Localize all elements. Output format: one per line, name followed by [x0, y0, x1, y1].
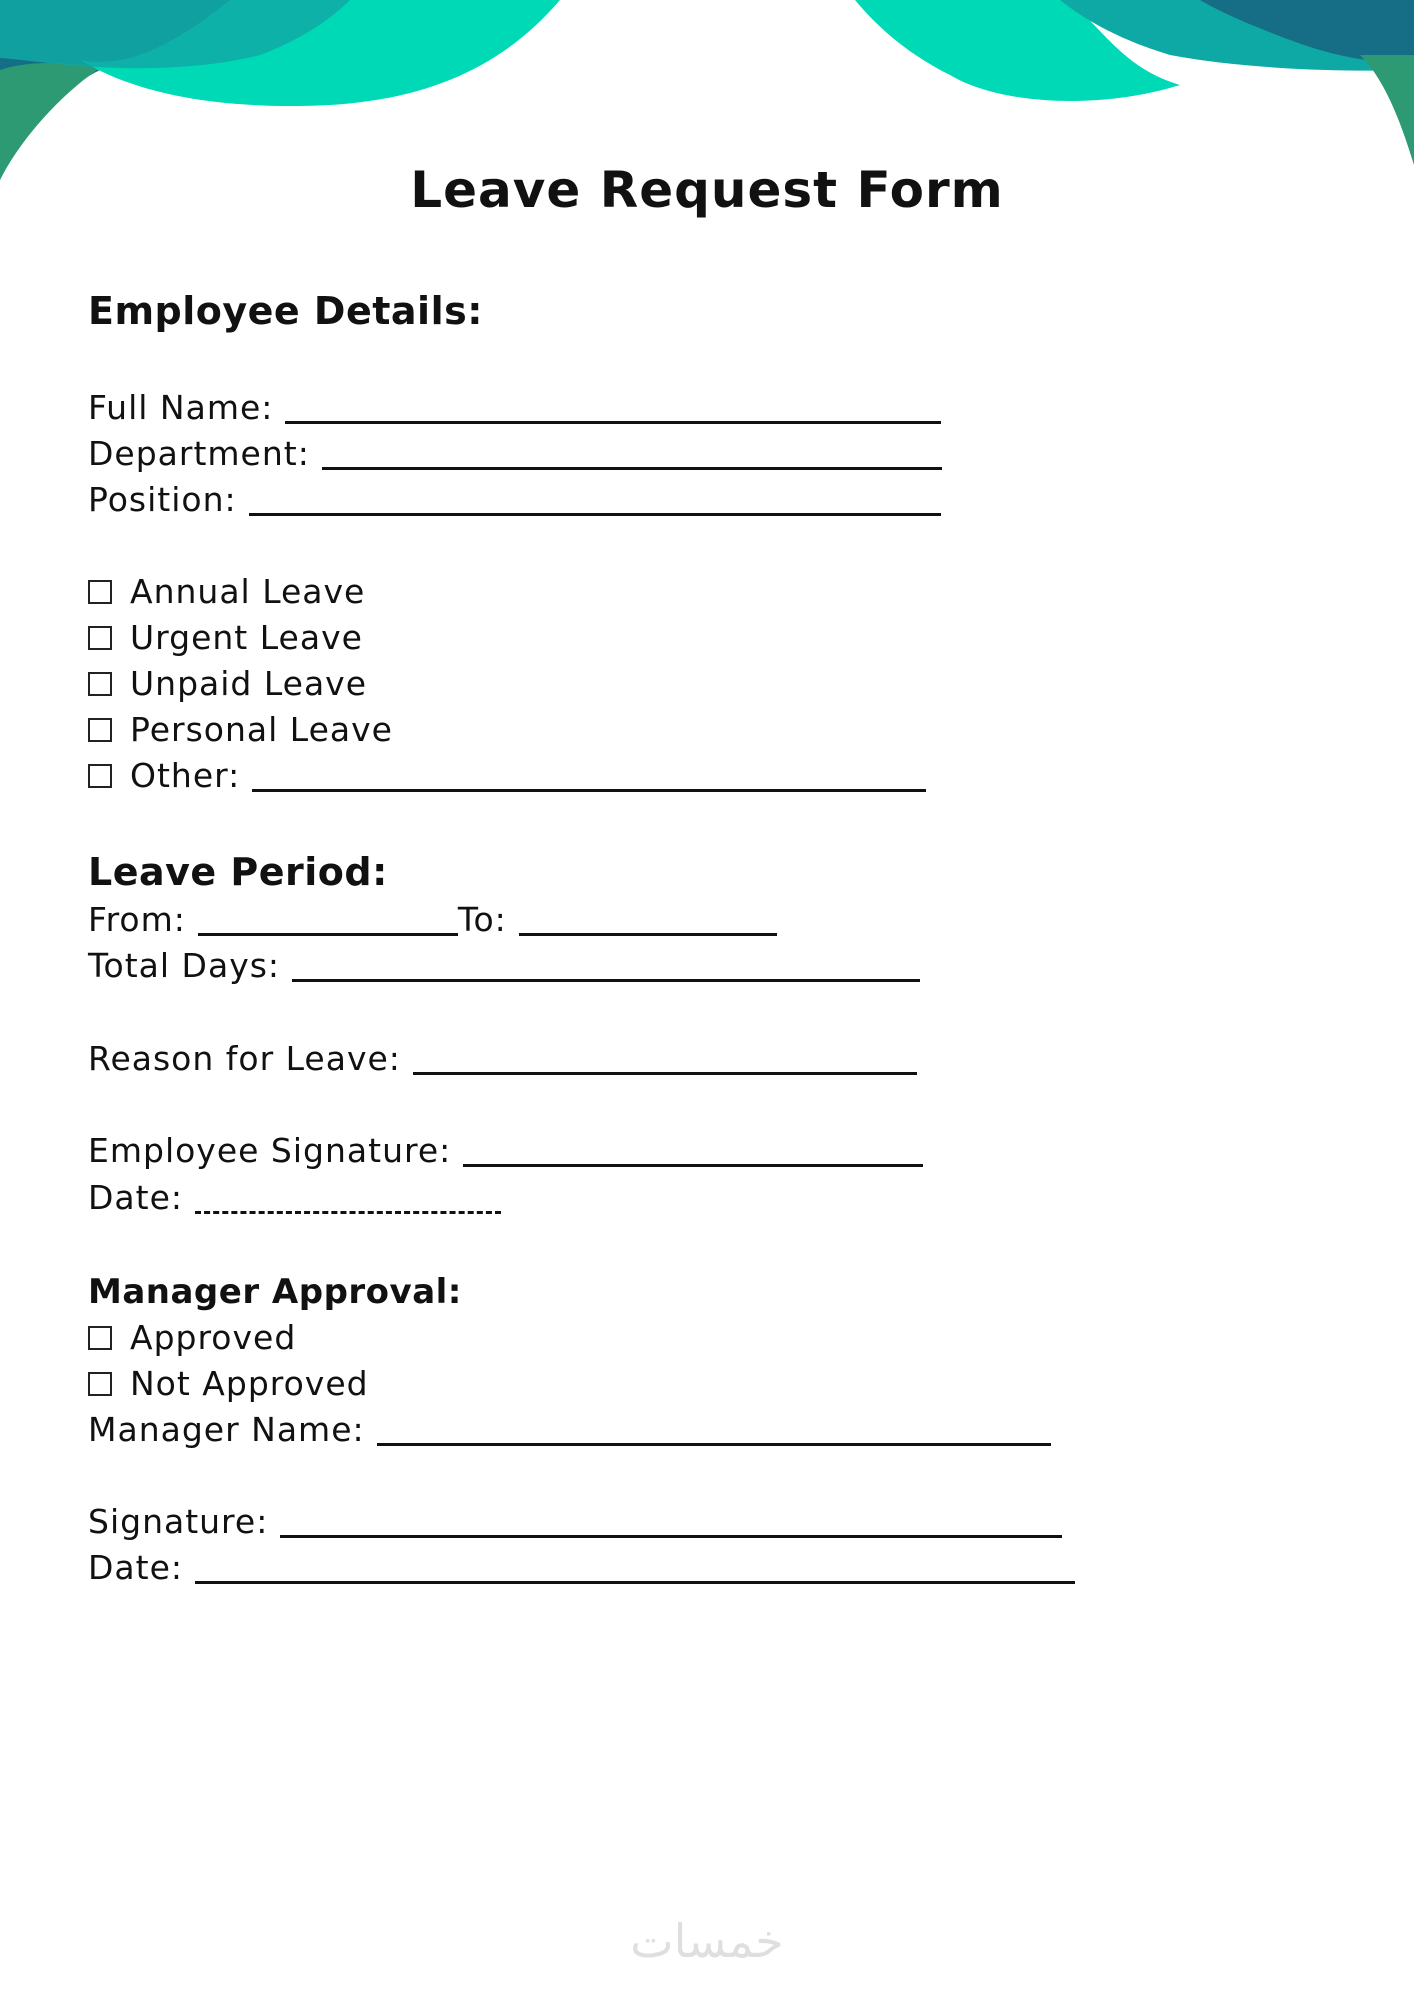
reason-row: [88, 1035, 917, 1081]
employee-signature-row: [88, 1127, 923, 1173]
employee-date-field[interactable]: [195, 1181, 501, 1214]
reason-field[interactable]: [413, 1042, 917, 1075]
personal-leave-checkbox[interactable]: [88, 718, 112, 742]
personal-leave-label: Personal Leave: [130, 710, 393, 749]
watermark-text: خمسات: [630, 1914, 784, 1968]
reason-label: Reason for Leave:: [88, 1039, 401, 1078]
leave-type-other[interactable]: [88, 752, 926, 798]
annual-leave-checkbox[interactable]: [88, 580, 112, 604]
form-title: Leave Request Form: [410, 161, 1004, 219]
manager-signature-row: [88, 1498, 1062, 1544]
total-days-label: Total Days:: [88, 946, 281, 985]
total-days-field[interactable]: [292, 949, 920, 982]
employee-signature-field[interactable]: [463, 1134, 923, 1167]
leave-period-row: [88, 896, 777, 942]
manager-date-label: Date:: [88, 1548, 183, 1587]
annual-leave-label: Annual Leave: [130, 572, 366, 611]
position-field[interactable]: [249, 483, 941, 516]
manager-date-field[interactable]: [195, 1551, 1075, 1584]
manager-signature-field[interactable]: [280, 1505, 1062, 1538]
manager-name-label: Manager Name:: [88, 1410, 365, 1449]
manager-name-field[interactable]: [377, 1413, 1051, 1446]
leave-type-unpaid[interactable]: [88, 660, 367, 706]
to-date-field[interactable]: [519, 903, 777, 936]
other-leave-checkbox[interactable]: [88, 764, 112, 788]
right-wave-edge: [1360, 55, 1414, 165]
urgent-leave-checkbox[interactable]: [88, 626, 112, 650]
manager-signature-label: Signature:: [88, 1502, 269, 1541]
employee-details-heading: Employee Details:: [88, 289, 483, 333]
manager-approval-heading: Manager Approval:: [88, 1272, 462, 1312]
full-name-row: [88, 384, 941, 430]
manager-date-row: [88, 1544, 1075, 1590]
total-days-row: [88, 942, 920, 988]
not-approved-checkbox[interactable]: [88, 1372, 112, 1396]
from-date-field[interactable]: [198, 903, 458, 936]
leave-type-personal[interactable]: [88, 706, 393, 752]
employee-date-row: [88, 1174, 501, 1220]
not-approved-option[interactable]: [88, 1360, 369, 1406]
leave-type-urgent[interactable]: [88, 614, 363, 660]
from-label: From:: [88, 900, 186, 939]
unpaid-leave-checkbox[interactable]: [88, 672, 112, 696]
department-field[interactable]: [322, 437, 942, 470]
employee-signature-label: Employee Signature:: [88, 1131, 452, 1170]
unpaid-leave-label: Unpaid Leave: [130, 664, 368, 703]
approved-label: Approved: [130, 1318, 297, 1357]
urgent-leave-label: Urgent Leave: [130, 618, 363, 657]
other-leave-label: Other:: [130, 756, 241, 795]
approved-option[interactable]: [88, 1314, 296, 1360]
department-row: [88, 430, 942, 476]
khamsat-logo-icon: [607, 1905, 807, 1975]
other-leave-field[interactable]: [252, 759, 926, 792]
leave-period-heading: Leave Period:: [88, 850, 388, 894]
department-label: Department:: [88, 434, 310, 473]
full-name-label: Full Name:: [88, 388, 274, 427]
leave-type-annual[interactable]: [88, 568, 365, 614]
full-name-field[interactable]: [285, 391, 941, 424]
to-label: To:: [457, 900, 507, 939]
not-approved-label: Not Approved: [130, 1364, 369, 1403]
employee-date-label: Date:: [88, 1178, 183, 1217]
position-row: [88, 476, 941, 522]
approved-checkbox[interactable]: [88, 1326, 112, 1350]
position-label: Position:: [88, 480, 237, 519]
manager-name-row: [88, 1406, 1051, 1452]
